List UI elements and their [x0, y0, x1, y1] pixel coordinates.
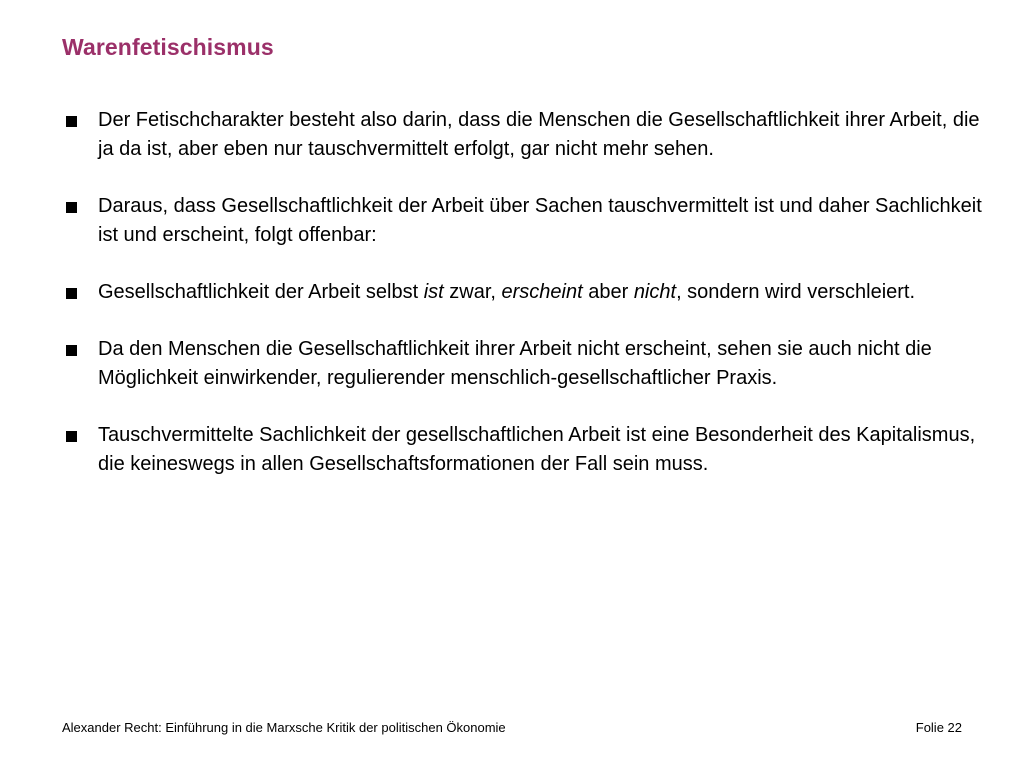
square-bullet-icon [66, 431, 77, 442]
footer-source: Alexander Recht: Einführung in die Marxsche Kritik der politischen Ökonomie [62, 720, 506, 735]
bullet-text-italic-segment: erscheint [501, 281, 583, 303]
bullet-text-segment: Gesellschaftlichkeit der Arbeit selbst [98, 281, 424, 303]
bullet-text-segment: , sondern wird verschleiert. [676, 281, 916, 303]
bullet-text-italic-segment: ist [423, 281, 444, 303]
bullet-text-italic-segment: nicht [633, 281, 677, 303]
bullet-text: Da den Menschen die Gesellschaftlichkeit ihrer Arbeit nicht erscheint, sehen sie auch nicht die Möglichkeit einwirkender, regulierender menschlich-gesellschaftlicher Praxis. [98, 338, 932, 389]
bullet-text: Tauschvermittelte Sachlichkeit der gesellschaftlichen Arbeit ist eine Besonderheit des Kapitalismus, die keineswegs in allen Gesellschaftsformationen der Fall sein muss. [98, 424, 976, 475]
square-bullet-icon [66, 345, 77, 356]
bullet-text-segment: aber [582, 281, 634, 303]
bullet-item [62, 278, 992, 307]
bullet-item [62, 421, 992, 479]
slide-title: Warenfetischismus [62, 34, 274, 60]
square-bullet-icon [66, 202, 77, 213]
square-bullet-icon [66, 288, 77, 299]
bullet-text-segment: zwar, [443, 281, 502, 303]
bullet-item [62, 192, 992, 250]
bullet-item [62, 335, 992, 393]
footer-page-number: Folie 22 [915, 720, 962, 735]
bullet-text: Daraus, dass Gesellschaftlichkeit der Arbeit über Sachen tauschvermittelt ist und daher Sachlichkeit ist und erscheint, folgt offenbar: [98, 195, 982, 246]
square-bullet-icon [66, 116, 77, 127]
bullet-text: Der Fetischcharakter besteht also darin, dass die Menschen die Gesellschaftlichkeit ihrer Arbeit, die ja da ist, aber eben nur tauschvermittelt erfolgt, gar nicht mehr sehen. [98, 109, 980, 160]
bullet-item [62, 106, 992, 164]
bullet-list [62, 106, 992, 507]
